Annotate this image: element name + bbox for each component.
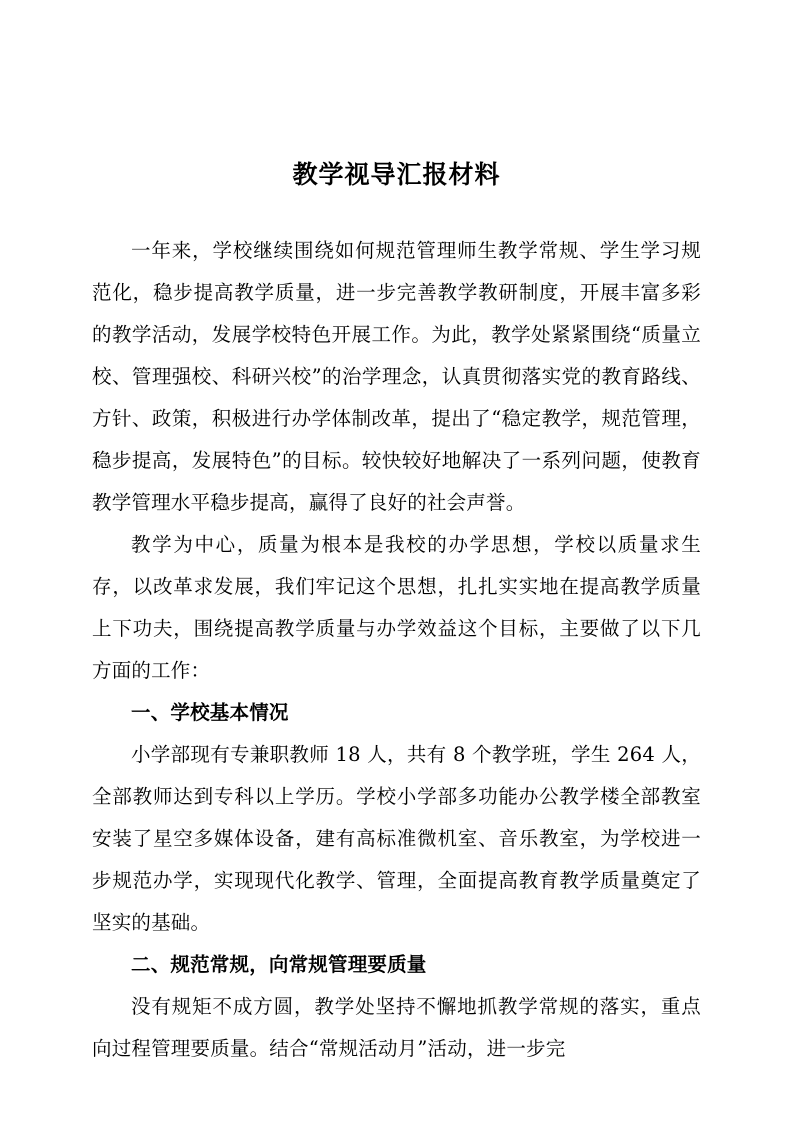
paragraph-1: 一年来，学校继续围绕如何规范管理师生教学常规、学生学习规范化，稳步提高教学质量，进一步完善教学教研制度，开展丰富多彩的教学活动，发展学校特色开展工作。为此，教学处紧紧围绕“质量立校、管理强校、科研兴校”的治学理念，认真贯彻落实党的教育路线、方针、政策，积极进行办学体制改革，提出了“稳定教学，规范管理，稳步提高，发展特色”的目标。较快较好地解决了一系列问题，使教育教学管理水平稳步提高，赢得了良好的社会声誉。	[92, 238, 701, 514]
page-title: 教学视导汇报材料	[292, 160, 501, 189]
paragraph-3: 小学部现有专兼职教师 18 人，共有 8 个教学班，学生 264 人，全部教师达到专科以上学历。学校小学部多功能办公教学楼全部教室安装了星空多媒体设备，建有高标准微机室、音乐教室，为学校进一步规范办学，实现现代化教学、管理，全面提高教育教学质量奠定了坚实的基础。	[92, 742, 701, 934]
paragraph-4: 没有规矩不成方圆，教学处坚持不懈地抓教学常规的落实，重点向过程管理要质量。结合“常规活动月”活动，进一步完	[92, 994, 701, 1060]
section-heading-1: 一、学校基本情况	[131, 700, 289, 724]
paragraph-2: 教学为中心，质量为根本是我校的办学思想，学校以质量求生存，以改革求发展，我们牢记这个思想，扎扎实实地在提高教学质量上下功夫，围绕提高教学质量与办学效益这个目标，主要做了以下几方面的工作：	[92, 532, 701, 682]
section-heading-2: 二、规范常规，向常规管理要质量	[131, 952, 427, 976]
